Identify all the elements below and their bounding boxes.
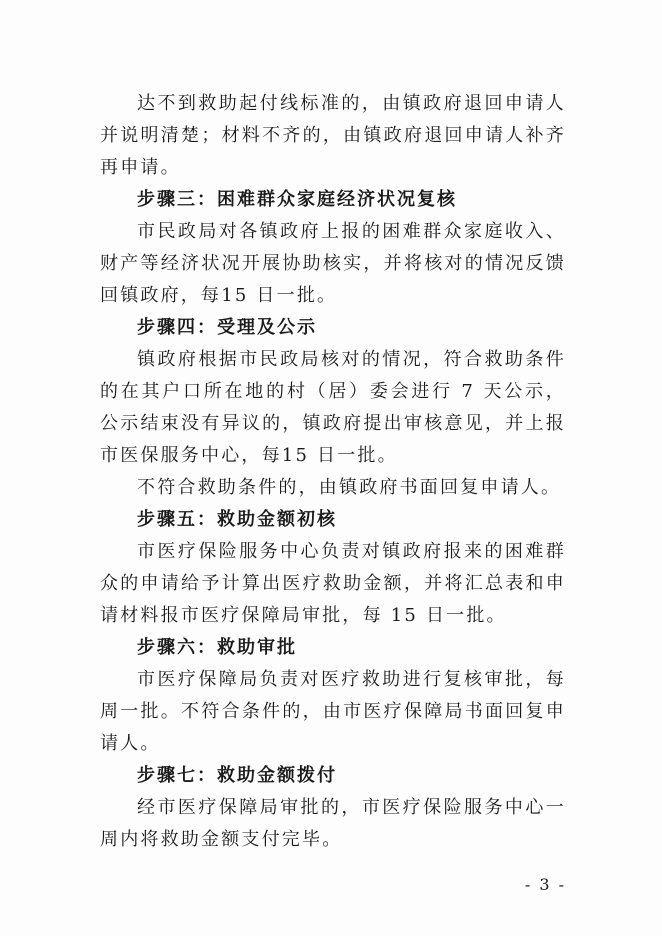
paragraph-rejection-notice: 达不到救助起付线标准的，由镇政府退回申请人并说明清楚；材料不齐的，由镇政府退回申请人补齐再申请。: [100, 93, 566, 178]
step-four-heading: 步骤四：受理及公示: [137, 317, 317, 338]
paragraph-step-five: 市医疗保险服务中心负责对镇政府报来的困难群众的申请给予计算出医疗救助金额，并将汇总表和申请材料报市医疗保障局审批，每 15 日一批。: [100, 541, 566, 626]
paragraph-step-four: 镇政府根据市民政局核对的情况，符合救助条件的在其户口所在地的村（居）委会进行 7 天公示，公示结束没有异议的，镇政府提出审核意见，并上报市医保服务中心，每15 日一批。: [100, 349, 566, 466]
paragraph-step-four-rejection: 不符合救助条件的，由镇政府书面回复申请人。: [137, 477, 562, 498]
paragraph-step-three: 市民政局对各镇政府上报的困难群众家庭收入、财产等经济状况开展协助核实，并将核对的情况反馈回镇政府，每15 日一批。: [100, 221, 566, 306]
step-seven-heading: 步骤七：救助金额拨付: [137, 765, 337, 786]
page-number: - 3 -: [524, 875, 566, 894]
document-body: [100, 88, 566, 856]
paragraph-step-six: 市医疗保障局负责对医疗救助进行复核审批，每周一批。不符合条件的，由市医疗保障局书面回复申请人。: [100, 669, 566, 754]
step-five-heading: 步骤五：救助金额初核: [137, 509, 337, 530]
step-six-heading: 步骤六：救助审批: [137, 637, 297, 658]
paragraph-step-seven: 经市医疗保障局审批的，市医疗保险服务中心一周内将救助金额支付完毕。: [100, 797, 566, 850]
step-three-heading: 步骤三：困难群众家庭经济状况复核: [137, 189, 457, 210]
